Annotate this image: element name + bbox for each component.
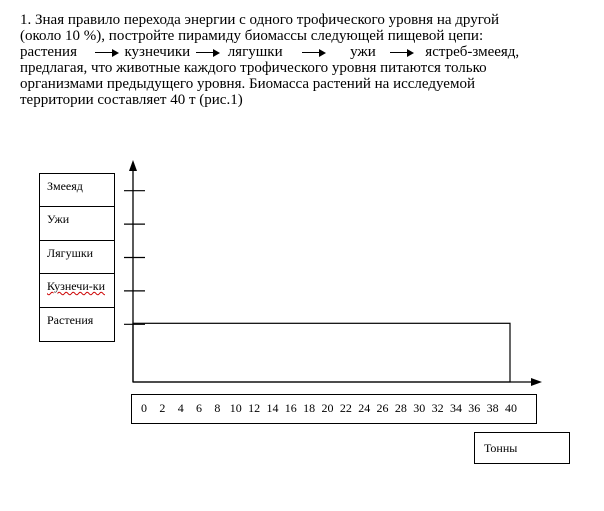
level-label: Змееяд [47,179,83,193]
x-tick-label: 36 [468,401,481,415]
x-tick-label: 16 [284,401,297,415]
level-label: Кузнечи-ки [47,279,105,294]
x-tick-label: 24 [358,401,371,415]
x-tick-label: 18 [303,401,316,415]
units-label: Тонны [474,432,570,464]
x-tick-label: 8 [214,401,221,415]
task-line: организмами предыдущего уровня. Биомасса растений на исследуемой [20,76,475,92]
x-tick-label: 34 [449,401,462,415]
x-tick-label: 10 [229,401,242,415]
x-tick-label: 32 [431,401,444,415]
chain-item-eagle: ястреб-змееяд, [425,44,520,60]
x-tick-label: 4 [177,401,184,415]
x-tick-label: 30 [413,401,426,415]
task-line: 1. Зная правило перехода энергии с одного трофического уровня на другой [20,12,500,28]
chain-item-plants: растения [20,44,77,60]
y-axis-arrow-icon [129,160,137,171]
x-tick-labels [131,394,537,424]
x-tick-label: 6 [196,401,203,415]
chain-item-frogs: лягушки [227,44,283,60]
bar-Растения [133,323,510,382]
x-tick-label: 20 [321,401,334,415]
level-label: Ужи [47,212,70,227]
level-label: Растения [47,312,94,327]
x-tick-label: 28 [394,401,407,415]
level-label: Лягушки [47,245,94,260]
x-tick-label: 0 [141,401,147,415]
x-axis-arrow-icon [531,378,542,386]
x-tick-label: 12 [248,401,261,415]
chain-item-snakes: ужи [350,44,376,60]
task-line: (около 10 %), постройте пирамиду биомассы следующей пищевой цепи: [20,28,484,44]
x-tick-label: 40 [505,401,517,415]
x-tick-label: 14 [266,401,279,415]
task-line: территории составляет 40 т (рис.1) [20,92,243,108]
task-line: предлагая, что животные каждого трофического уровня питаются только [20,60,487,76]
x-tick-label: 26 [376,401,389,415]
x-tick-label: 2 [159,401,166,415]
x-tick-label: 38 [486,401,499,415]
chain-item-grasshoppers: кузнечики [124,44,191,60]
x-tick-label: 22 [339,401,352,415]
